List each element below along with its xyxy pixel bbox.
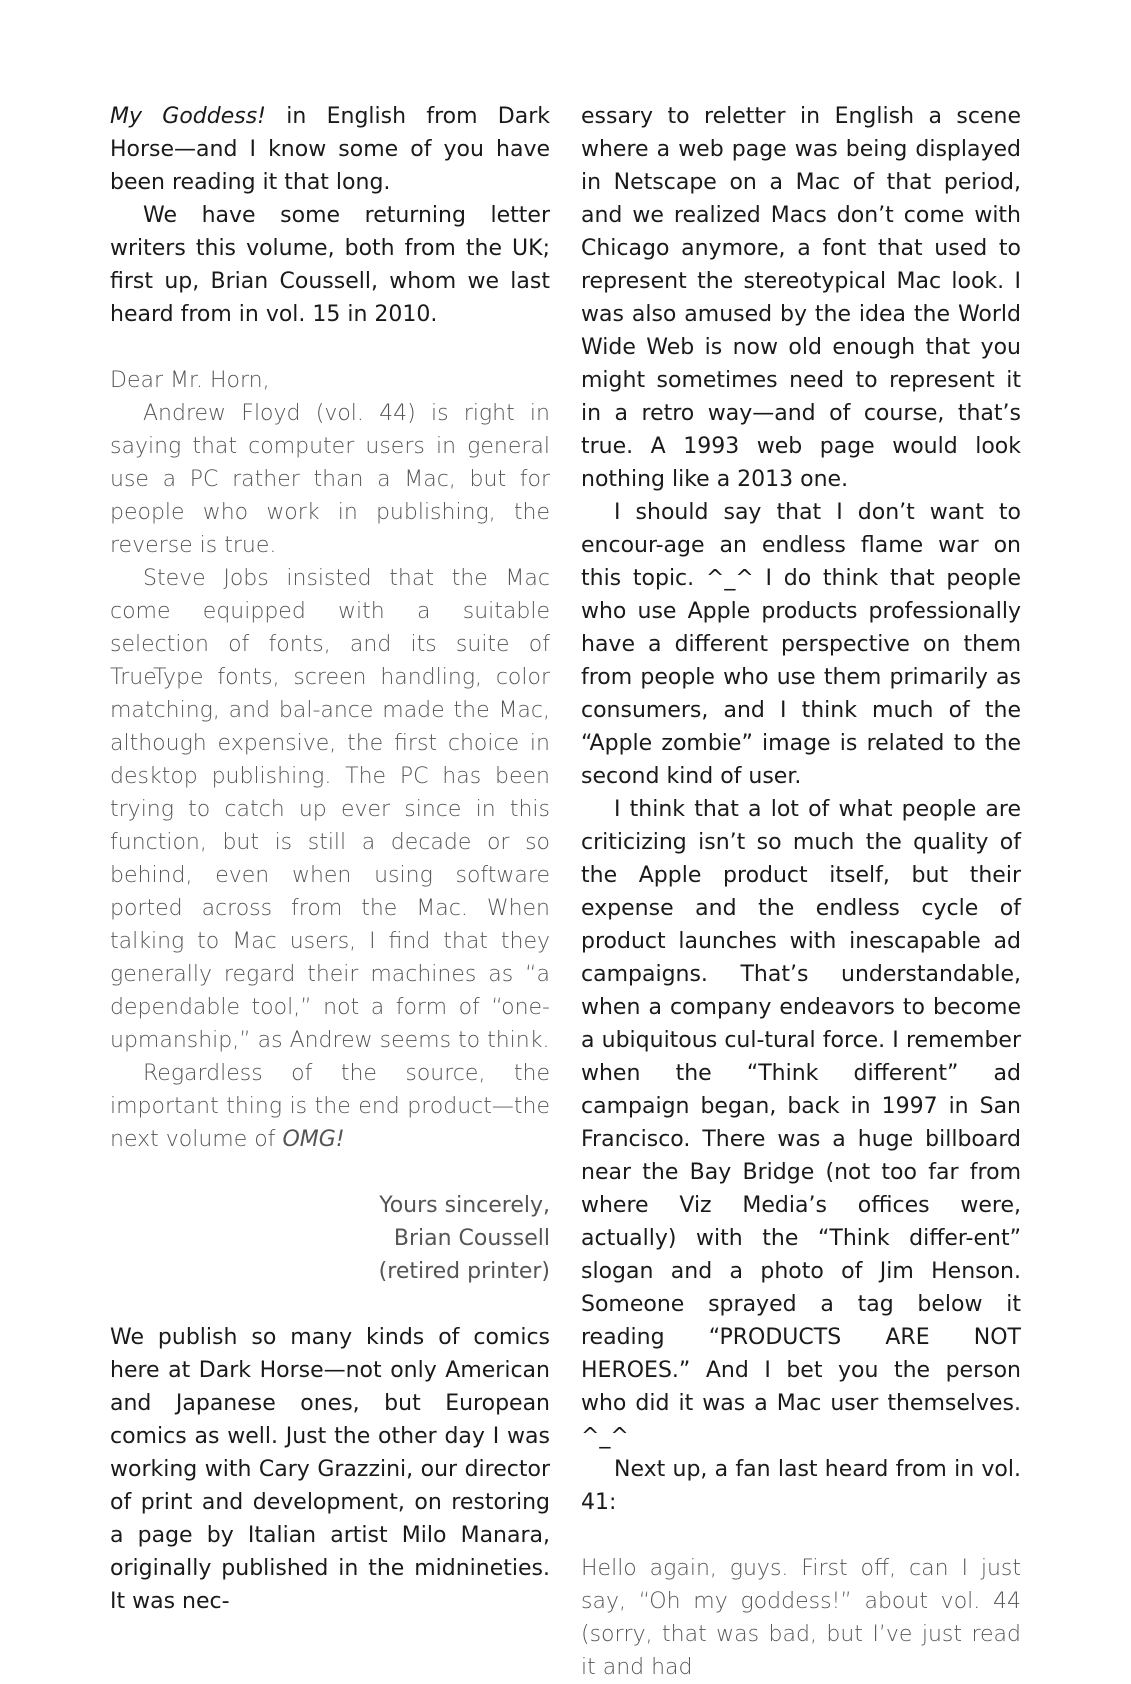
spacer (581, 1519, 1021, 1552)
spacer (110, 1288, 550, 1321)
letter-paragraph: Andrew Floyd (vol. 44) is right in saying that computer users in general use a PC rather than a Mac, but for people who work in publishing, the reverse is true. (110, 401, 550, 558)
paragraph: I should say that I don’t want to encour-age an endless flame war on this topic. ^_^ I do think that people who use Apple products professionally have a different perspective on them from people who use them primarily as consumers, and I think much of the “Apple zombie” image is related to the second kind of user. (581, 500, 1021, 789)
paragraph: Next up, a fan last heard from in vol. 41: (581, 1457, 1021, 1515)
letter-salutation: Dear Mr. Horn, (110, 368, 270, 393)
paragraph-text: in English from Dark Horse—and I know some of you have been reading it that long. (110, 104, 550, 195)
letter-paragraph: Hello again, guys. First off, can I just say, “Oh my goddess!” about vol. 44 (sorry, that was bad, but I’ve just read it and had (581, 1556, 1021, 1680)
letter-paragraph: Steve Jobs insisted that the Mac come equipped with a suitable selection of fonts, and its suite of TrueType fonts, screen handling, color matching, and bal-ance made the Mac, although expensive, the first choice in desktop publishing. The PC has been trying to catch up ever since in this function, but is still a decade or so behind, even when using software ported across from the Mac. When talking to Mac users, I find that they generally regard their machines as “a dependable tool,” not a form of “one-upmanship,” as Andrew seems to think. (110, 566, 550, 1053)
title-italic: OMG! (282, 1127, 345, 1152)
spacer (110, 331, 550, 364)
paragraph: We have some returning letter writers this volume, both from the UK; first up, Brian Coussell, whom we last heard from in vol. 15 in 2010. (110, 203, 550, 327)
spacer (110, 1156, 550, 1189)
letter-text: Regardless of the source, the important thing is the end product—the next volume of (110, 1061, 550, 1152)
letter-paragraph (110, 1057, 550, 1156)
paragraph: We publish so many kinds of comics here at Dark Horse—not only American and Japanese ones, but European comics as well. Just the other day I was working with Cary Grazzini, our director of print and development, on restoring a page by Italian artist Milo Manara, originally published in the midnineties. It was nec- (110, 1325, 550, 1614)
paragraph: essary to reletter in English a scene where a web page was being displayed in Netscape on a Mac of that period, and we realized Macs don’t come with Chicago anymore, a font that used to represent the stereotypical Mac look. I was also amused by the idea the World Wide Web is now old enough that you might sometimes need to represent it in a retro way—and of course, that’s true. A 1993 web page would look nothing like a 2013 one. (581, 104, 1021, 492)
letter-signature-title: (retired printer) (378, 1259, 550, 1284)
title-italic: My Goddess! (110, 104, 266, 129)
right-column (581, 100, 1021, 1684)
left-column (110, 100, 550, 1618)
paragraph (110, 100, 550, 199)
letter-signature: Brian Coussell (393, 1226, 550, 1251)
paragraph: I think that a lot of what people are criticizing isn’t so much the quality of the Apple product itself, but their expense and the endless cycle of product launches with inescapable ad campaigns. That’s understandable, when a company endeavors to become a ubiquitous cul-tural force. I remember when the “Think different” ad campaign began, back in 1997 in San Francisco. There was a huge billboard near the Bay Bridge (not too far from where Viz Media’s offices were, actually) with the “Think differ-ent” slogan and a photo of Jim Henson. Someone sprayed a tag below it reading “PRODUCTS ARE NOT HEROES.” And I bet you the person who did it was a Mac user themselves. ^_^ (581, 797, 1021, 1449)
letter-signoff: Yours sincerely, (379, 1193, 550, 1218)
